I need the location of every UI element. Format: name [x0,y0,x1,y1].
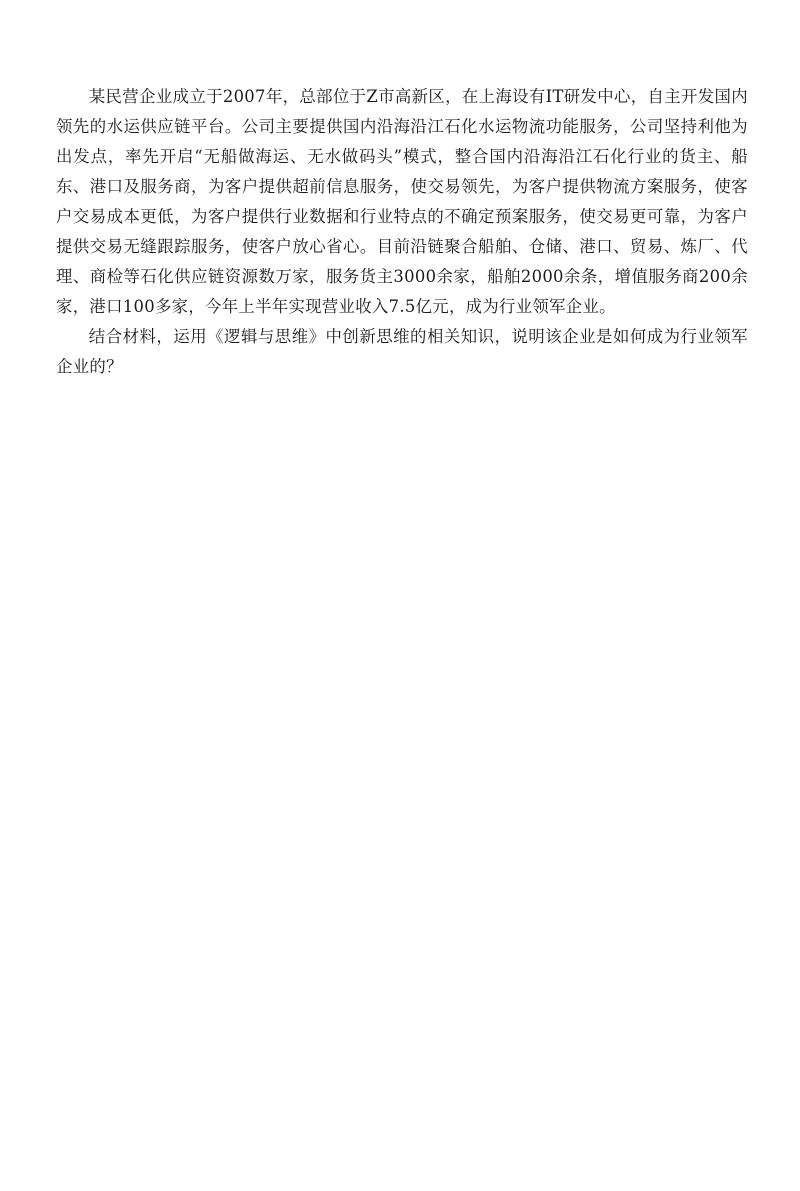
material-paragraph: 某民营企业成立于2007年，总部位于Z市高新区，在上海设有IT研发中心，自主开发国内领先的水运供应链平台。公司主要提供国内沿海沿江石化水运物流功能服务，公司坚持利他为出发点，率先开启“无船做海运、无水做码头”模式，整合国内沿海沿江石化行业的货主、船东、港口及服务商，为客户提供超前信息服务，使交易领先，为客户提供物流方案服务，使客户交易成本更低，为客户提供行业数据和行业特点的不确定预案服务，使交易更可靠，为客户提供交易无缝跟踪服务，使客户放心省心。目前沿链聚合船舶、仓储、港口、贸易、炼厂、代理、商检等石化供应链资源数万家，服务货主3000余家，船舶2000余条，增值服务商200余家，港口100多家，今年上半年实现营业收入7.5亿元，成为行业领军企业。 [56,87,748,316]
document-body [56,82,748,382]
question-paragraph: 结合材料，运用《逻辑与思维》中创新思维的相关知识，说明该企业是如何成为行业领军企业的？ [56,327,748,376]
